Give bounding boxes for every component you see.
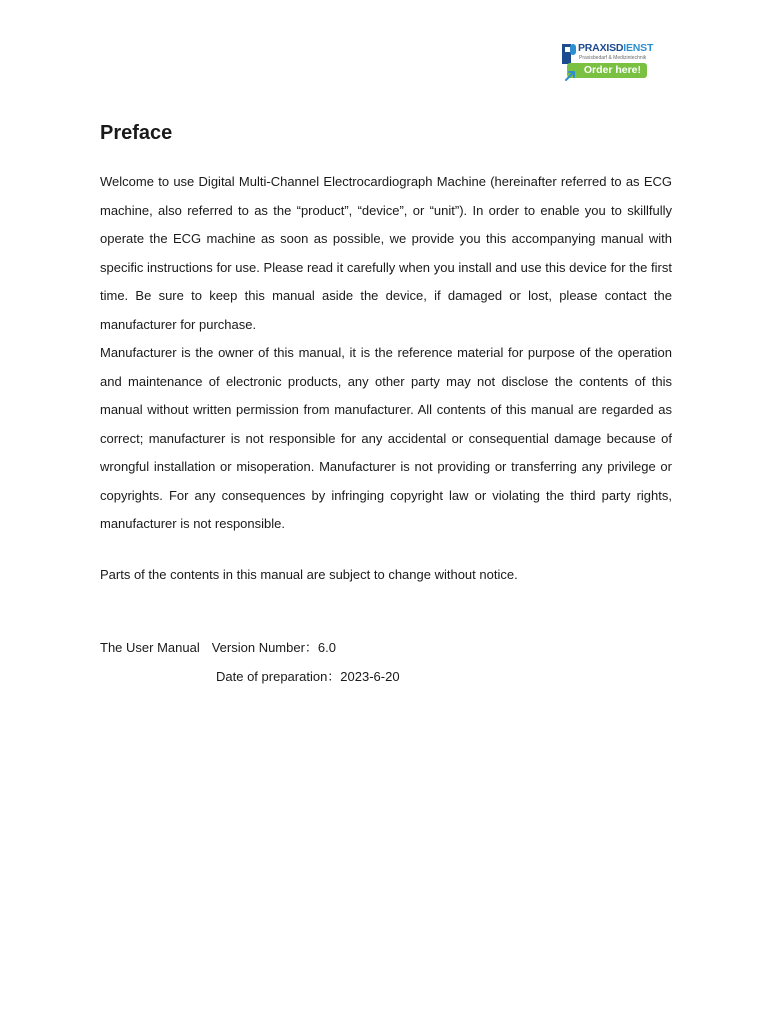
preface-paragraph-notice: Parts of the contents in this manual are subject to change without notice.: [100, 567, 518, 582]
date-of-preparation: Date of preparation：2023-6-20: [216, 669, 400, 684]
praxisdienst-logo[interactable]: [561, 41, 654, 81]
page-title: Preface: [100, 122, 173, 144]
logo-mark-icon: [561, 43, 577, 65]
order-here-button[interactable]: Order here!: [567, 63, 647, 78]
logo-tagline: Praxisbedarf & Medizintechnik: [579, 55, 647, 61]
manual-label: The User Manual: [100, 640, 200, 655]
preface-paragraph-ownership: Manufacturer is the owner of this manual, it is the reference material for purpose of the operation and maintenance of electronic products, any other party may not disclose the contents of this manual without written permission from manufacturer. All contents of this manual are regarded as correct; manufacturer is not responsible for any accidental or consequential damage because of wrongful installation or misoperation. Manufacturer is not providing or transferring any privilege or copyrights. For any consequences by infringing copyright law or violating the third party rights, manufacturer is not responsible.: [100, 345, 672, 531]
version-line: [100, 634, 336, 662]
version-number: Version Number：6.0: [211, 640, 336, 655]
preface-paragraph-intro: Welcome to use Digital Multi-Channel Electrocardiograph Machine (hereinafter referred to as ECG machine, also referred to as the “product”, “device”, or “unit”). In order to enable you to skillfully operate the ECG machine as soon as possible, we provide you this accompanying manual with specific instructions for use. Please read it carefully when you install and use this device for the first time. Be sure to keep this manual aside the device, if damaged or lost, please contact the manufacturer for purchase.: [100, 174, 672, 332]
logo-brand-name: PRAXISDIENST: [578, 42, 654, 54]
cursor-arrow-icon: [565, 70, 577, 81]
